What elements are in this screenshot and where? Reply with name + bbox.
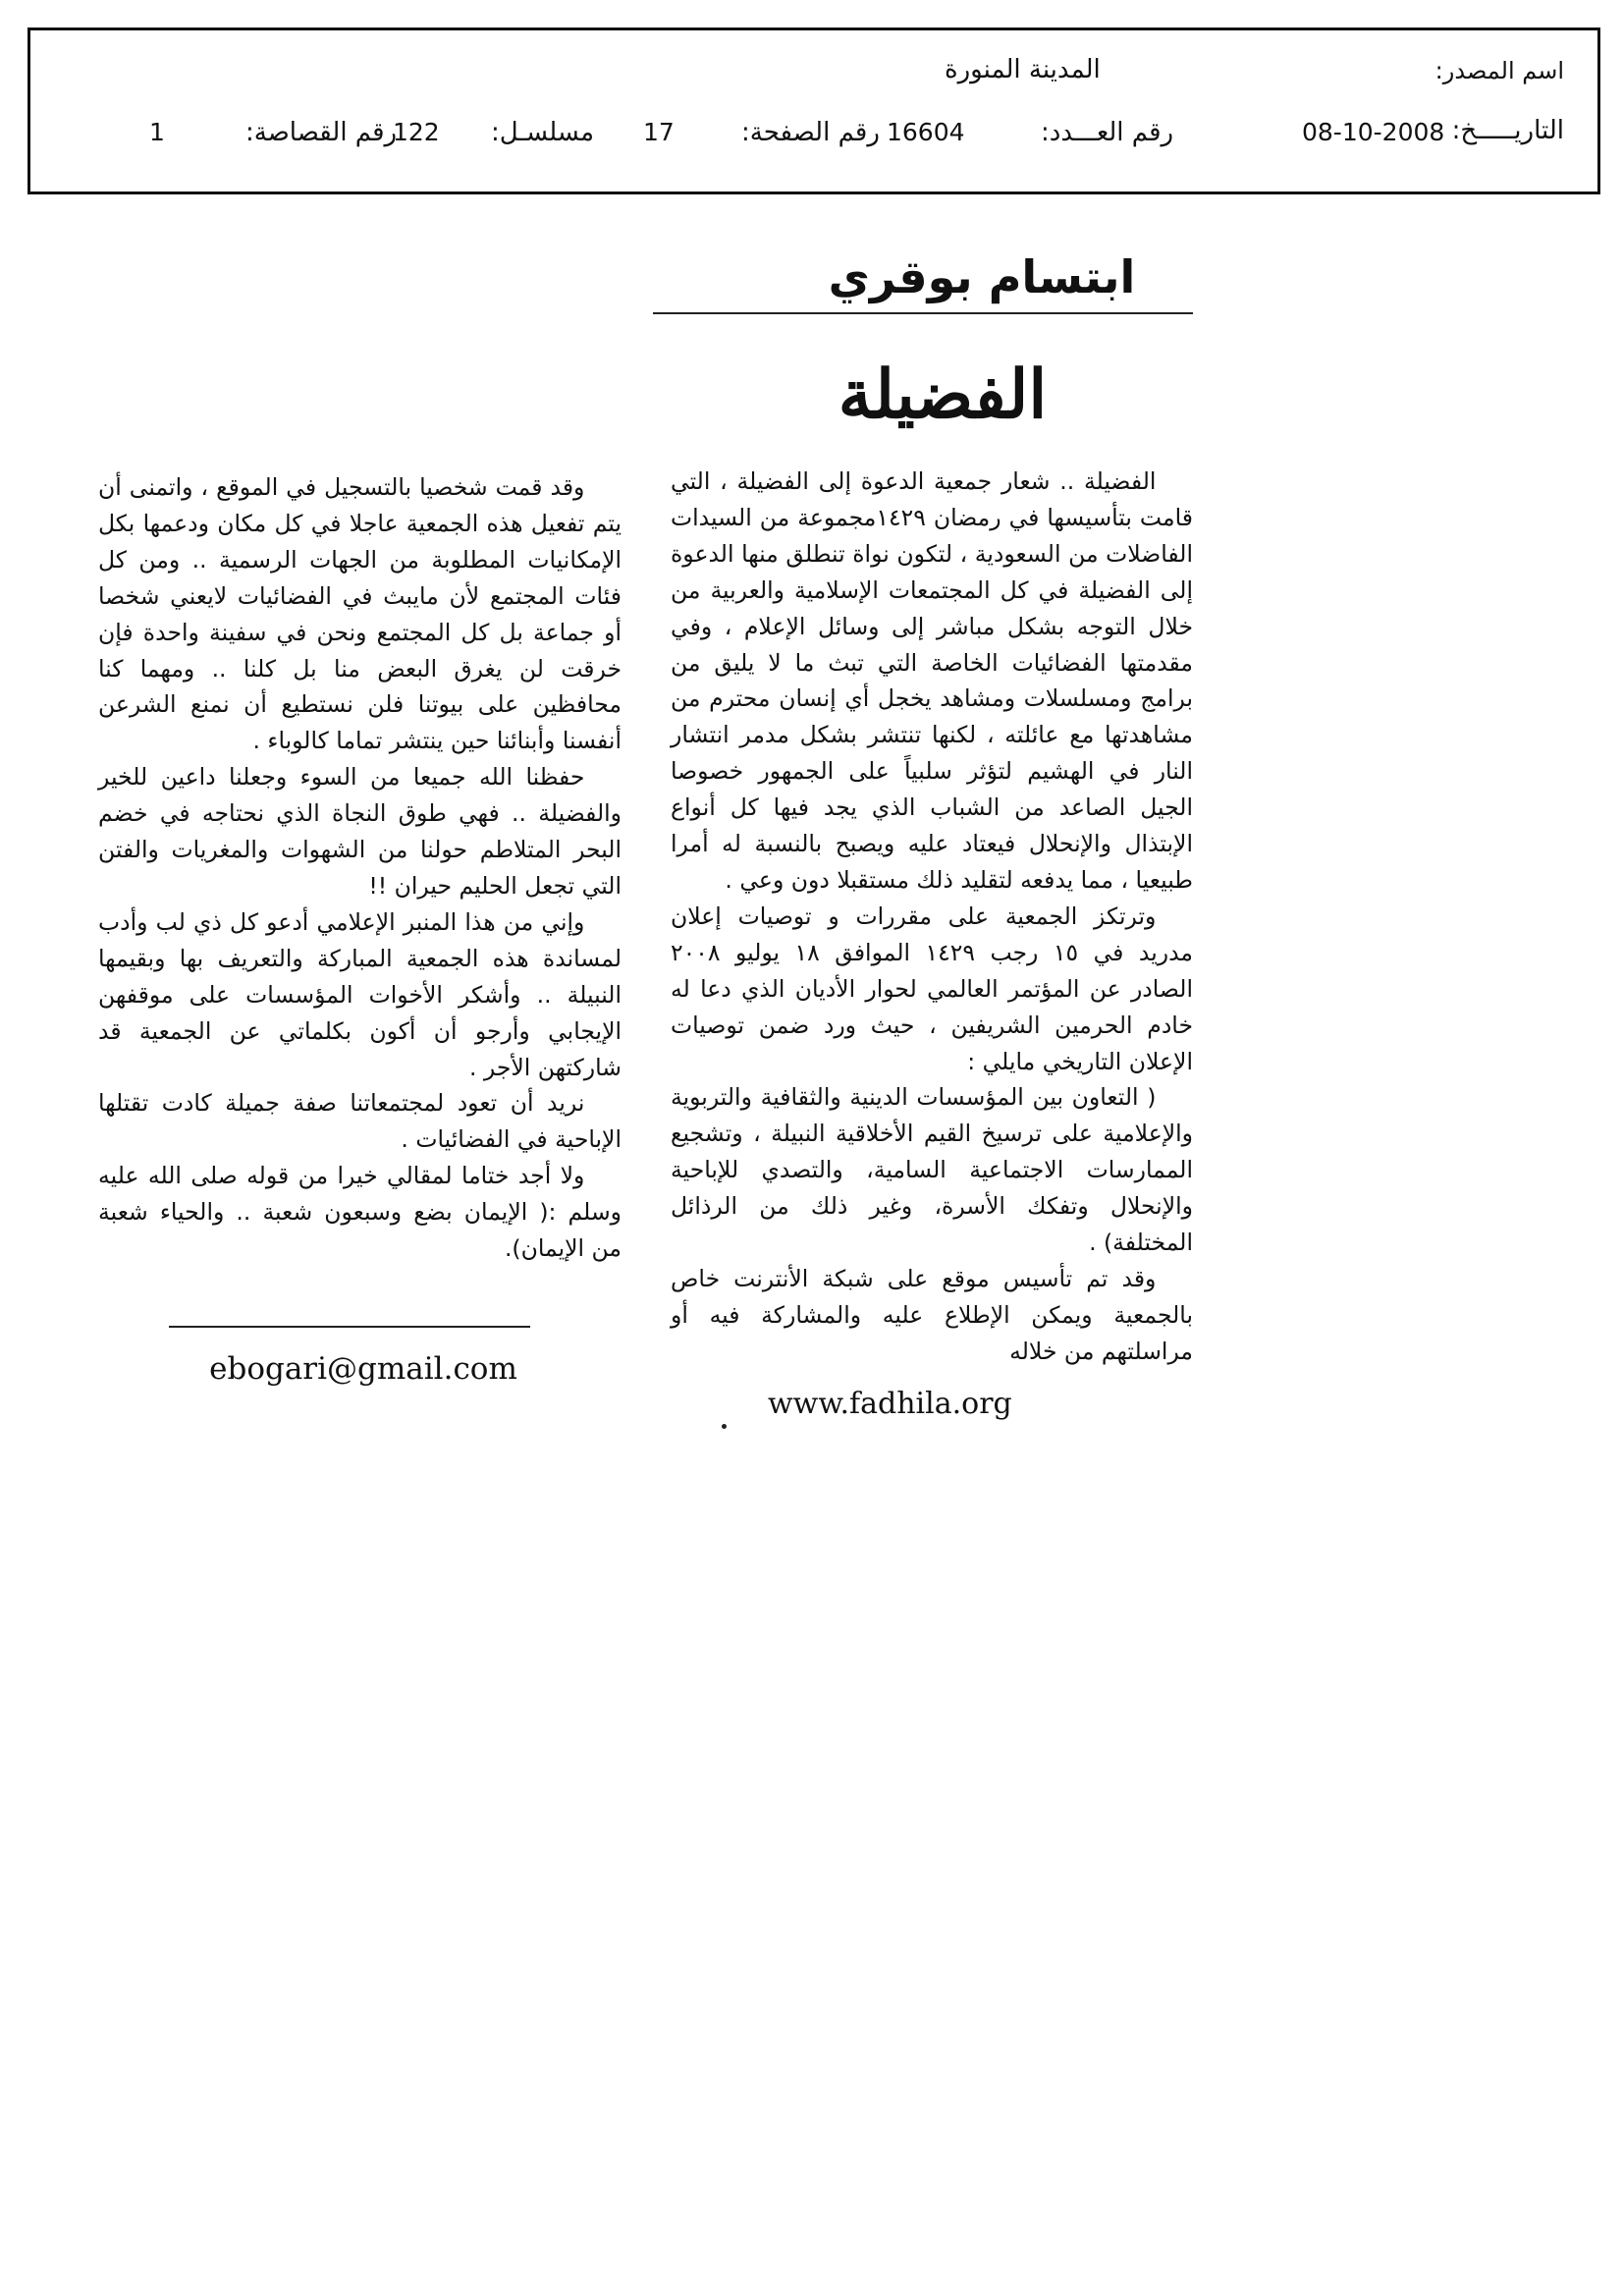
byline-divider [653, 312, 1193, 314]
clipping-header-box [27, 27, 1600, 194]
paragraph: وإني من هذا المنبر الإعلامي أدعو كل ذي لب وأدب لمساندة هذه الجمعية المباركة والتعريف بها وبقيمها النبيلة .. وأشكر الأخوات المؤسسات على موقفهن الإيجابي وأرجو أن أكون بكلماتي عن الجمعية قد شاركتهن الأجر . [98, 907, 622, 1081]
paragraph: وترتكز الجمعية على مقررات و توصيات إعلان مدريد في ١٥ رجب ١٤٢٩ الموافق ١٨ يوليو ٢٠٠٨ الصادر عن المؤتمر العالمي لحوار الأديان الذي دعا له خادم الحرمين الشريفين ، حيث ورد ضمن توصيات الإعلان التاريخي مايلي : [671, 902, 1194, 1075]
stray-dot [722, 1424, 727, 1429]
date-label: التاريـــــخ: [1451, 116, 1564, 145]
website-url: www.fadhila.org [768, 1387, 1012, 1421]
email-divider [169, 1326, 530, 1328]
article-title: الفضيلة [838, 355, 1048, 434]
article-column-right [671, 464, 1193, 1370]
issue-value: 16604 [887, 118, 965, 146]
paragraph: وقد قمت شخصيا بالتسجيل في الموقع ، واتمنى أن يتم تفعيل هذه الجمعية عاجلا في كل مكان ودعمها بكل الإمكانيات المطلوبة من الجهات الرسمية .. ومن كل فئات المجتمع لأن مايبث في الفضائيات لايعني شخصا أو جماعة بل كل المجتمع ونحن في سفينة واحدة فإن خرقت لن يغرق البعض منا بل كلنا .. ومهما كنا محافظين على بيوتنا فلن نستطيع أن نمنع الشرعن أنفسنا وأبنائنا حين ينتشر تماما كالوباء . [98, 473, 622, 755]
date-value: 08-10-2008 [1302, 118, 1445, 146]
paragraph: ( التعاون بين المؤسسات الدينية والثقافية والتربوية والإعلامية على ترسيخ القيم الأخلاقية النبيلة ، وتشجيع الممارسات الاجتماعية السامية، والتصدي للإباحية والإنحلال وتفكك الأسرة، وغير ذلك من الرذائل المختلفة) . [671, 1083, 1193, 1257]
paragraph: حفظنا الله جميعا من السوء وجعلنا داعين للخير والفضيلة .. فهي طوق النجاة الذي نحتاجه في خضم البحر المتلاطم حولنا من الشهوات والمغريات والفتن التي تجعل الحليم حيران !! [98, 763, 622, 900]
clip-value: 1 [149, 118, 165, 146]
paragraph: وقد تم تأسيس موقع على شبكة الأنترنت خاص بالجمعية ويمكن الإطلاع عليه والمشاركة فيه أو مراسلتهم من خلاله [671, 1264, 1193, 1365]
paragraph: نريد أن تعود لمجتمعاتنا صفة جميلة كادت تقتلها الإباحية في الفضائيات . [98, 1089, 622, 1154]
source-value: المدينة المنورة [945, 55, 1101, 84]
serial-label: مسلسـل: [491, 118, 594, 147]
issue-label: رقم العـــدد: [1041, 118, 1174, 147]
page-value: 17 [643, 118, 675, 146]
paragraph: ولا أجد ختاما لمقالي خيرا من قوله صلى الله عليه وسلم :( الإيمان بضع وسبعون شعبة .. والحياء شعبة من الإيمان). [98, 1162, 622, 1263]
author-byline: ابتسام بوقري [828, 250, 1136, 303]
article-column-left [98, 469, 622, 1267]
page-label: رقم الصفحة: [741, 118, 880, 147]
source-label: اسم المصدر: [1434, 57, 1564, 84]
clip-label: رقم القصاصة: [245, 118, 398, 147]
serial-value: 122 [393, 118, 440, 146]
paragraph: الفضيلة .. شعار جمعية الدعوة إلى الفضيلة ، التي قامت بتأسيسها في رمضان ١٤٢٩مجموعة من السيدات الفاضلات من السعودية ، لتكون نواة تنطلق منها الدعوة إلى الفضيلة في كل المجتمعات الإسلامية والعربية من خلال التوجه بشكل مباشر إلى وسائل الإعلام ، وفي مقدمتها الفضائيات الخاصة التي تبث ما لا يليق من برامج ومسلسلات ومشاهد يخجل أي إنسان محترم من مشاهدتها مع عائلته ، لكنها تنتشر بشكل مدمر انتشار النار في الهشيم لتؤثر سلبياً على الجمهور خصوصا الجيل الصاعد من الشباب الذي يجد فيها كل أنواع الإبتذال والإنحلال فيعتاد عليه ويصبح بالنسبة له أمرا طبيعيا ، مما يدفعه لتقليد ذلك مستقبلا دون وعي . [671, 467, 1193, 894]
author-email: ebogari@gmail.com [209, 1351, 517, 1387]
